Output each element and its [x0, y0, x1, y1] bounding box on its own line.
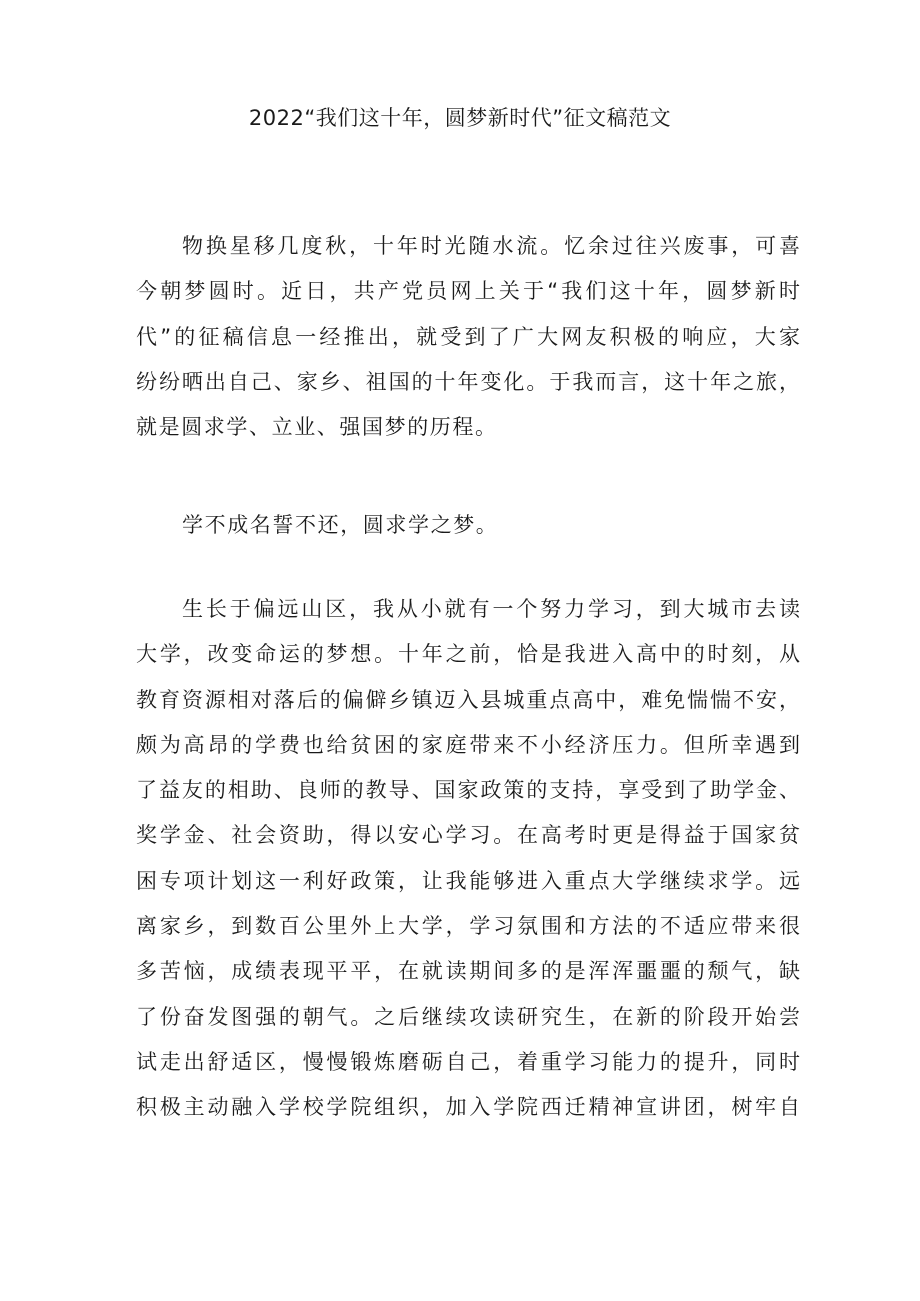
section-heading-line: 学不成名誓不还，圆求学之梦。 — [182, 513, 499, 537]
text-line: 试走出舒适区，慢慢锻炼磨砺自己，着重学习能力的提升，同时 — [136, 1049, 800, 1074]
text-line: 物换星移几度秋，十年时光随水流。忆余过往兴废事，可喜 — [182, 234, 800, 258]
text-line: 代”的征稿信息一经推出，就受到了广大网友积极的响应，大家 — [136, 324, 800, 349]
text-line: 颇为高昂的学费也给贫困的家庭带来不小经济压力。但所幸遇到 — [136, 732, 800, 757]
text-line: 就是圆求学、立业、强国梦的历程。 — [136, 415, 498, 440]
text-line: 纷纷晒出自己、家乡、祖国的十年变化。于我而言，这十年之旅， — [136, 369, 800, 394]
paragraph-section-heading — [136, 503, 800, 548]
text-line: 多苦恼，成绩表现平平，在就读期间多的是浑浑噩噩的颓气，缺 — [136, 959, 800, 984]
text-line: 生长于偏远山区，我从小就有一个努力学习，到大城市去读 — [182, 597, 800, 621]
document-title: 2022“我们这十年，圆梦新时代”征文稿范文 — [248, 106, 672, 130]
paragraph-intro — [136, 224, 800, 450]
text-line: 了益友的相助、良师的教导、国家政策的支持，享受到了助学金、 — [136, 778, 800, 803]
text-line: 大学，改变命运的梦想。十年之前，恰是我进入高中的时刻，从 — [136, 642, 800, 667]
text-line: 奖学金、社会资助，得以安心学习。在高考时更是得益于国家贫 — [136, 823, 800, 848]
text-line: 积极主动融入学校学院组织，加入学院西迁精神宣讲团，树牢自 — [136, 1095, 800, 1120]
text-line: 困专项计划这一利好政策，让我能够进入重点大学继续求学。远 — [136, 868, 800, 893]
text-line: 了份奋发图强的朝气。之后继续攻读研究生，在新的阶段开始尝 — [136, 1004, 800, 1029]
text-line: 离家乡，到数百公里外上大学，学习氛围和方法的不适应带来很 — [136, 914, 800, 939]
text-line: 教育资源相对落后的偏僻乡镇迈入县城重点高中，难免惴惴不安， — [136, 687, 800, 712]
text-line: 今朝梦圆时。近日，共产党员网上关于“我们这十年，圆梦新时 — [136, 279, 800, 304]
paragraph-body — [136, 587, 800, 1131]
